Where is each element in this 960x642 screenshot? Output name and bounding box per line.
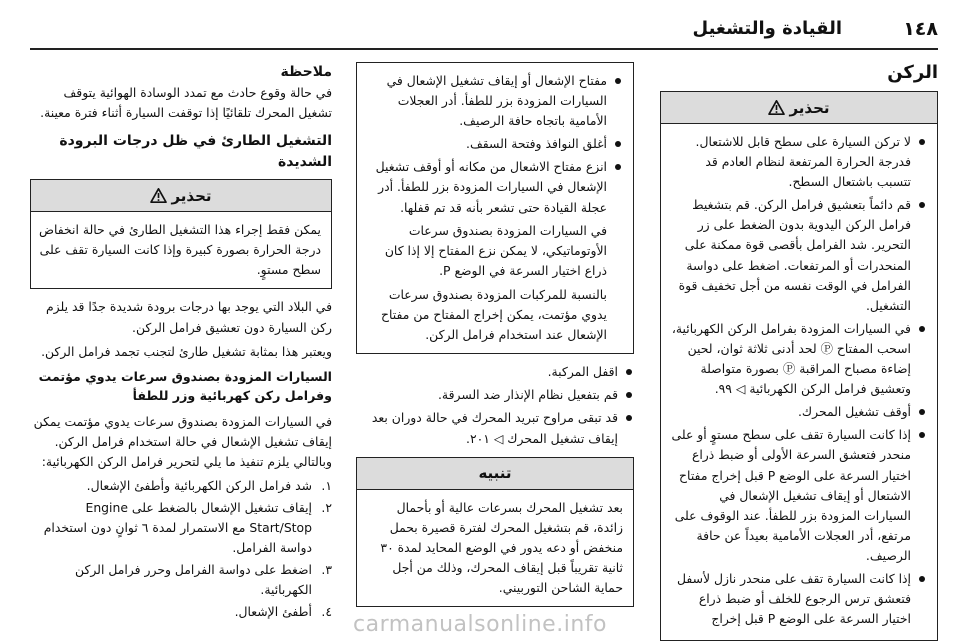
list-item: اقفل المركبة.: [356, 362, 634, 382]
warning-box-cold: [30, 179, 332, 289]
remark-title: ملاحظة: [280, 64, 332, 80]
list-item: ١. شد فرامل الركن الكهربائية وأطفئ الإشعال.: [86, 477, 332, 493]
list-item: لا تركن السيارة على سطح قابل للاشتعال. فدرجة الحرارة المرتفعة لنظام العادم قد تتسبب باشتعال السطح.: [669, 132, 927, 192]
middle-column: [356, 62, 634, 615]
continued-box: [356, 62, 634, 354]
warning-box-header: [661, 92, 937, 124]
warning-box-parking: [660, 91, 938, 641]
list-item: مفتاح الإشعال أو إيقاف تشغيل الإشعال في السيارات المزودة بزر للطفأ. أدر العجلات الأمامية باتجاه حافة الرصيف.: [365, 71, 623, 131]
release-steps-list: [30, 476, 332, 623]
notice-box: [356, 457, 634, 607]
parking-steps-bottom: [356, 362, 634, 448]
list-item: ٤. أطفئ الإشعال.: [234, 604, 332, 620]
warning-triangle-icon: [150, 188, 167, 203]
list-item: أوقف تشغيل المحرك.: [669, 402, 927, 422]
list-item: إذا كانت السيارة تقف على منحدر نازل لأسفل فتعشق ترس الرجوع للخلف أو ضبط ذراع اختيار السرعة على الوضع P قبل إخراج: [669, 569, 927, 629]
list-item: أغلق النوافذ وفتحة السقف.: [365, 134, 623, 154]
chapter-title: القيادة والتشغيل: [692, 18, 842, 39]
parking-steps-top: [365, 71, 623, 131]
page-header: [30, 14, 938, 50]
cold-paragraph-2: ويعتبر هذا بمثابة تشغيل طارئ لتجنب تجمد فرامل الركن.: [41, 343, 332, 359]
notice-text: بعد تشغيل المحرك بسرعات عالية أو بأحمال زائدة، قم بتشغيل المحرك لفترة قصيرة بحمل منخفض أو دعه يدور في الوضع المحايد لمدة ٣٠ ثانية تقريباً قبل إيقاف المحرك، وذلك من أجل حماية الشاحن التوربيني.: [380, 499, 623, 595]
parking-warning-list: [669, 132, 927, 629]
list-item: ٣. اضغط على دواسة الفرامل وحرر فرامل الركن الكهربائية.: [75, 562, 332, 598]
right-column: [660, 62, 938, 642]
list-item: قم دائماً بتعشيق فرامل الركن. قم بتشغيط فرامل الركن اليدوية بدون الضغط على زر التحرير. شد الفرامل بأقصى قوة ممكنة على المنحدرات أو المرتفعات. اضغط على دواسة الفرامل في الوقت نفسه من أجل تخفيف قوة التشغيل.: [669, 195, 927, 316]
notice-label: تنبيه: [478, 464, 512, 483]
list-item: قد تبقى مراوح تبريد المحرك في حالة دوران بعد إيقاف تشغيل المحرك ◁ ٢٠١.: [356, 408, 634, 448]
section-title-cold-emergency: التشغيل الطارئ في ظل درجات البرودة الشديدة: [59, 133, 332, 171]
page-number: ١٤٨: [903, 18, 938, 40]
notice-box-header: [357, 458, 633, 490]
list-item: إذا كانت السيارة تقف على سطح مستوٍ أو على منحدر فتعشق السرعة الأولى أو ضبط ذراع اختيار السرعة على الوضع P قبل إخراج مفتاح الاشتعال أو إيقاف تشغيل الإشعال في السيارات المزودة بزر للطفأ. عند الوقوف على مرتفع، أدر العجلات الأمامية بعيداً عن حافة الرصيف.: [669, 425, 927, 566]
watermark: carmanualsonline.info: [353, 612, 607, 637]
section-title-parking: الركن: [887, 62, 938, 83]
warning-label: تحذير: [789, 98, 830, 117]
warning-triangle-icon: [768, 100, 785, 115]
list-item: ٢. إيقاف تشغيل الإشعال بالضغط على Engine Start/Stop مع الاستمرار لمدة ٦ ثوانٍ دون استخدام دواسة الفرامل.: [43, 499, 332, 556]
warning-box-header: [31, 180, 331, 212]
remark-text: في حالة وقوع حادث مع تمدد الوسادة الهوائية يتوقف تشغيل المحرك تلقائيًا إذا توقفت السيارة أثناء فترة معينة.: [40, 85, 332, 121]
list-item: في السيارات المزودة بفرامل الركن الكهربائية، اسحب المفتاح Ⓟ لحد أدنى ثلاثة ثوان، لحين إضاءة مصباح المراقبة Ⓟ بصورة متواصلة وتعشيق فرامل الركن الكهربائية ◁ ٩٩.: [669, 319, 927, 399]
list-item: انزع مفتاح الاشعال من مكانه أو أوقف تشغيل الإشعال في السيارات المزودة بزر للطفأ. أدر عجلة القيادة حتى تشعر بأنه قد تم قفلها.: [365, 157, 623, 217]
automated-manual-note: بالنسبة للمركبات المزودة بصندوق سرعات يدوي مؤتمت، يمكن إخراج المفتاح من مفتاح الإشعال عند استخدام فرامل الركن.: [381, 286, 607, 343]
cold-warning-text: يمكن فقط إجراء هذا التشغيل الطارئ في حالة انخفاض درجة الحرارة بصورة كبيرة وإذا كانت السيارة تقف على سطح مستوٍ.: [38, 222, 321, 278]
left-column: [30, 62, 332, 624]
cold-paragraph-3: في السيارات المزودة بصندوق سرعات يدوي مؤتمت يمكن إيقاف تشغيل الإشعال في حالة استخدام فرامل الركن. وبالتالي يلزم تنفيذ ما يلي لتحرير فرامل الركن الكهربائية:: [33, 413, 332, 469]
subsection-title-automated-manual: السيارات المزودة بصندوق سرعات يدوي مؤتمت وفرامل ركن كهربائية وزر للطفأ: [38, 368, 332, 403]
list-item: قم بتفعيل نظام الإنذار ضد السرقة.: [356, 385, 634, 405]
automatic-transmission-note: في السيارات المزودة بصندوق سرعات الأوتوماتيكي، لا يمكن نزع المفتاح إلا إذا كان ذراع اختيار السرعة في الوضع P.: [384, 222, 607, 278]
cold-paragraph-1: في البلاد التي يوجد بها درجات برودة شديدة جدًا قد يلزم ركن السيارة دون تعشيق فرامل الركن.: [45, 299, 332, 335]
warning-label: تحذير: [171, 186, 212, 205]
